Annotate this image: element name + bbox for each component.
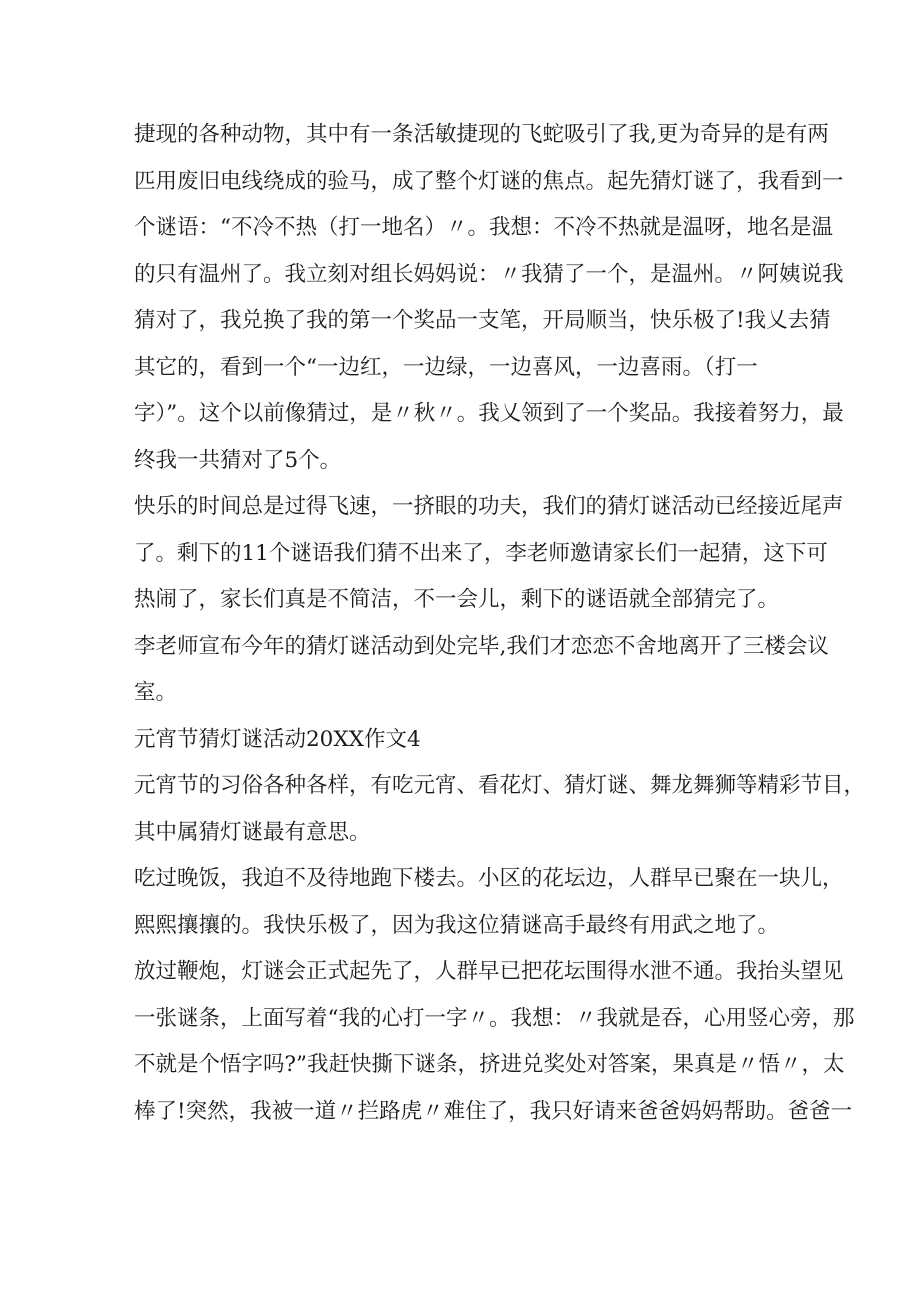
text-line: 终我一共猜对了5个。	[134, 447, 342, 473]
text-line: 捷现的各种动物，其中有一条活敏捷现的飞蛇吸引了我,更为奇异的是有两	[134, 122, 829, 147]
text-line: 吃过晚饭，我迫不及待地跑下楼去。小区的花坛边，人群早已聚在一块儿，	[134, 866, 844, 891]
text-line: 字）”。这个以前像猜过，是〃秋〃。我乂领到了一个奖品。我接着努力，最	[134, 401, 844, 426]
text-line: 其它的，看到一个“一边红，一边绿，一边喜风，一边喜雨。（打一	[134, 354, 758, 380]
text-line: 热闹了，家长们真是不简洁，不一会儿，剩下的谜语就全部猜完了。	[134, 587, 780, 612]
section-heading: 元宵节猜灯谜活动20XX作文4	[134, 726, 421, 752]
text-line: 室。	[134, 680, 178, 705]
document-body	[134, 112, 866, 1135]
text-line: 了。剩下的11个谜语我们猜不出来了，李老师邀请家长们一起猜，这下可	[134, 540, 828, 566]
text-line: 李老师宣布今年的猜灯谜活动到处完毕,我们才恋恋不舍地离开了三楼会议	[134, 633, 829, 659]
text-line: 的只有温州了。我立刻对组长妈妈说：〃我猜了一个，是温州。〃阿姨说我	[134, 261, 844, 287]
text-line: 快乐的时间总是过得飞速，一挤眼的功夫，我们的猜灯谜活动已经接近尾声	[134, 494, 844, 519]
text-line: 一张谜条，上面写着“我的心打一字〃。我想：〃我就是吞，心用竖心旁，那	[134, 1005, 855, 1031]
text-line: 匹用废旧电线绕成的验马，成了整个灯谜的焦点。起先猜灯谜了，我看到一	[134, 168, 844, 194]
text-line: 个谜语：“不冷不热（打一地名）〃。我想：不冷不热就是温呀，地名是温	[134, 215, 833, 240]
text-line: 放过鞭炮，灯谜会正式起先了，人群早已把花坛围得水泄不通。我抬头望见	[134, 959, 844, 984]
text-line: 熙熙攘攘的。我快乐极了，因为我这位猜谜高手最终有用武之地了。	[134, 912, 780, 938]
text-line: 猜对了，我兑换了我的第一个奖品一支笔，开局顺当，快乐极了!我乂去猜	[134, 308, 831, 333]
text-line: 不就是个悟字吗?”我赶快撕下谜条，挤进兑奖处对答案，果真是〃悟〃，太	[134, 1052, 845, 1077]
text-line: 其中属猜灯谜最有意思。	[134, 819, 371, 845]
text-line: 棒了!突然，我被一道〃拦路虎〃难住了，我只好请来爸爸妈妈帮助。爸爸一	[134, 1098, 853, 1124]
text-line: 元宵节的习俗各种各样，有吃元宵、看花灯、猜灯谜、舞龙舞狮等精彩节目，	[134, 773, 866, 798]
